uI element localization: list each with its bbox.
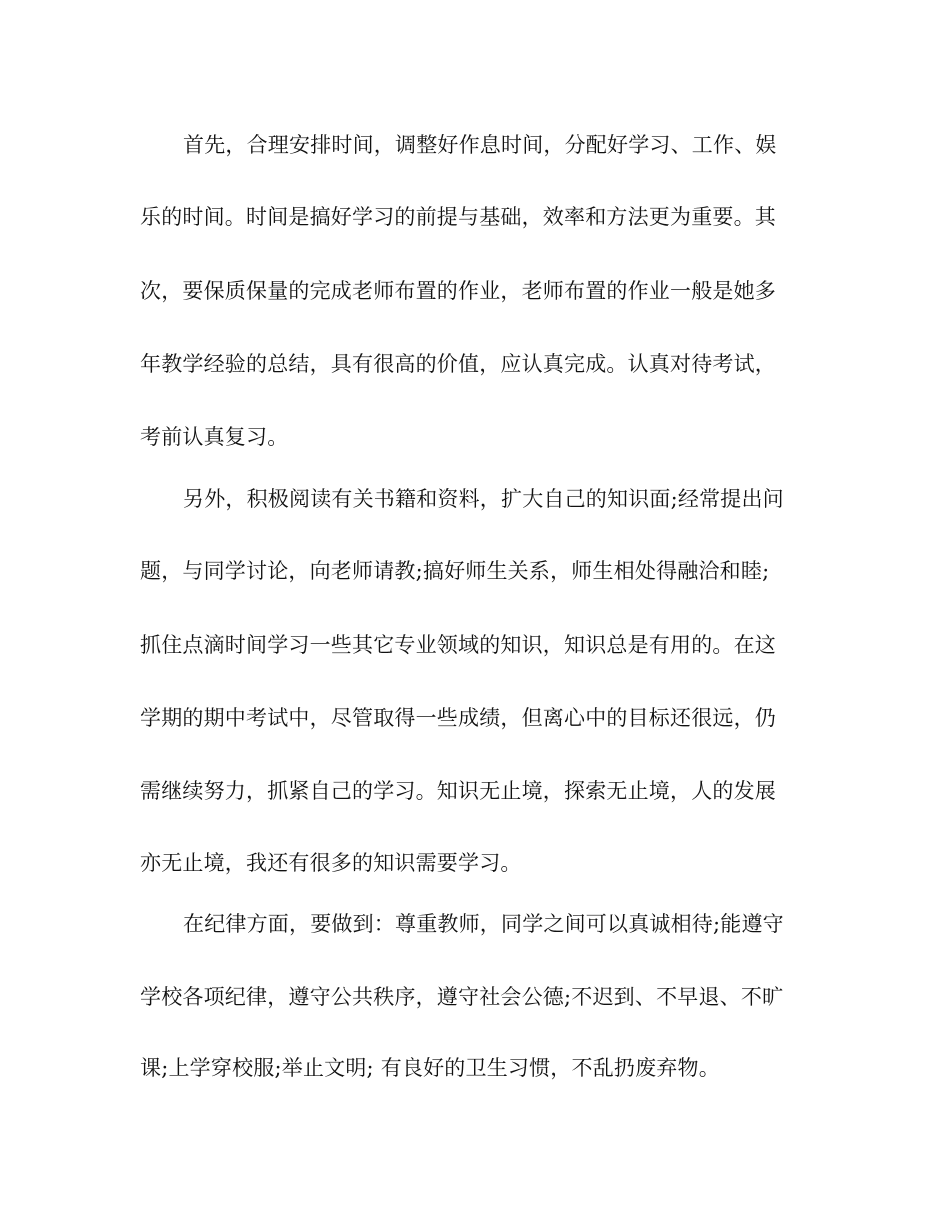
paragraph-2-line-5: 需继续努力，抓紧自己的学习。知识无止境，探索无止境，人的发展 <box>140 779 776 803</box>
paragraph-1-line-1: 首先，合理安排时间，调整好作息时间，分配好学习、工作、娱 <box>183 133 777 157</box>
paragraph-1-line-3: 次，要保质保量的完成老师布置的作业，老师布置的作业一般是她多 <box>140 279 776 303</box>
paragraph-3-line-3: 课;上学穿校服;举止文明; 有良好的卫生习惯，不乱扔废弃物。 <box>140 1056 720 1080</box>
paragraph-2-line-3: 抓住点滴时间学习一些其它专业领域的知识，知识总是有用的。在这 <box>140 633 776 657</box>
paragraph-1-line-4: 年教学经验的总结，具有很高的价值，应认真完成。认真对待考试， <box>140 352 776 376</box>
paragraph-2-line-6: 亦无止境，我还有很多的知识需要学习。 <box>140 851 522 875</box>
paragraph-3-line-1: 在纪律方面，要做到：尊重教师，同学之间可以真诚相待;能遵守 <box>183 912 784 936</box>
paragraph-1-line-2: 乐的时间。时间是搞好学习的前提与基础，效率和方法更为重要。其 <box>140 205 776 229</box>
paragraph-2-line-1: 另外，积极阅读有关书籍和资料，扩大自己的知识面;经常提出问 <box>183 487 784 511</box>
paragraph-1-line-5: 考前认真复习。 <box>140 425 289 449</box>
paragraph-3-line-2: 学校各项纪律，遵守公共秩序，遵守社会公德;不迟到、不早退、不旷 <box>140 985 784 1009</box>
paragraph-2-line-2: 题，与同学讨论，向老师请教;搞好师生关系，师生相处得融洽和睦; <box>140 559 770 583</box>
paragraph-2-line-4: 学期的期中考试中，尽管取得一些成绩，但离心中的目标还很远，仍 <box>140 706 776 730</box>
